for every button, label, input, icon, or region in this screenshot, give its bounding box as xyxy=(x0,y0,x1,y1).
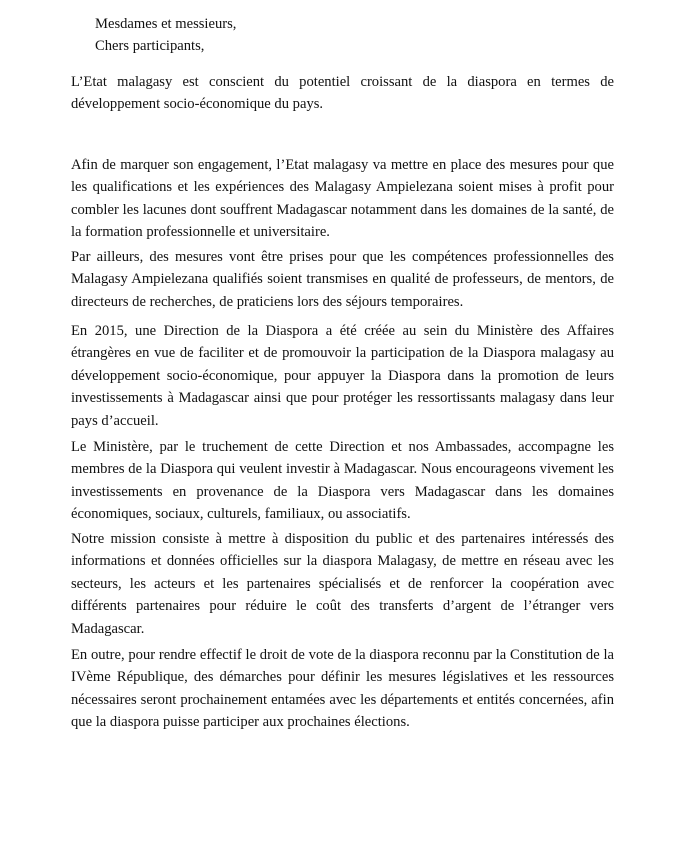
paragraph-mission: Notre mission consiste à mettre à disposition du public et des partenaires intéressés des informations et données officielles sur la diaspora Malagasy, de mettre en réseau avec les secteurs, les acteurs et les partenaires spécialisés et de renforcer la coopération avec différents partenaires pour réduire le coût des transferts d’argent de l’étranger vers Madagascar. xyxy=(71,531,614,637)
paragraph-droit-de-vote: En outre, pour rendre effectif le droit de vote de la diaspora reconnu par la Constitution de la IVème République, des démarches pour définir les mesures législatives et les ressources nécessaires seront prochainement entamées avec les départements et entités concernées, afin que la diaspora puisse participer aux prochaines élections. xyxy=(71,647,614,731)
salutation xyxy=(95,13,236,58)
paragraph-competences: Par ailleurs, des mesures vont être prises pour que les compétences professionnelles des Malagasy Ampielezana qualifiés soient transmises en qualité de professeurs, de mentors, de directeurs de recherches, de praticiens lors des séjours temporaires. xyxy=(71,249,614,310)
salutation-line-2: Chers participants, xyxy=(95,38,205,55)
paragraph-ministere: Le Ministère, par le truchement de cette Direction et nos Ambassades, accompagne les membres de la Diaspora qui veulent investir à Madagascar. Nous encourageons vivement les investissements en provenance de la Diaspora vers Madagascar dans les domaines économiques, sociaux, culturels, familiaux, ou associatifs. xyxy=(71,439,614,523)
paragraph-direction-diaspora: En 2015, une Direction de la Diaspora a été créée au sein du Ministère des Affaires étrangères en vue de faciliter et de promouvoir la participation de la Diaspora malagasy au développement socio-économique, pour appuyer la Diaspora dans la promotion de leurs investissements à Madagascar ainsi que pour protéger les ressortissants malagasy dans leur pays d’accueil. xyxy=(71,323,614,429)
salutation-line-1: Mesdames et messieurs, xyxy=(95,16,237,32)
paragraph-engagement: Afin de marquer son engagement, l’Etat malagasy va mettre en place des mesures pour que les qualifications et les expériences des Malagasy Ampielezana soient mises à profit pour combler les lacunes dont souffrent Madagascar notamment dans les domaines de la santé, de la formation professionnelle et universitaire. xyxy=(71,157,614,241)
paragraph-intro: L’Etat malagasy est conscient du potentiel croissant de la diaspora en termes de développement socio-économique du pays. xyxy=(71,74,614,113)
